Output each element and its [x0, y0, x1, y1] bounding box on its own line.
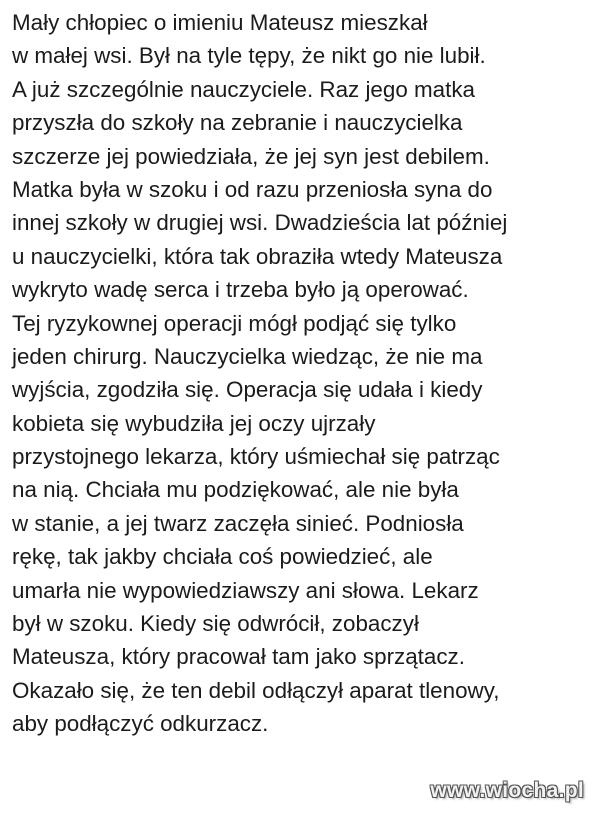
story-line: jeden chirurg. Nauczycielka wiedząc, że nie ma: [12, 343, 483, 369]
story-line: przyszła do szkoły na zebranie i nauczycielka: [12, 110, 463, 136]
story-line: wykryto wadę serca i trzeba było ją operować.: [12, 277, 469, 303]
story-line: w małej wsi. Był na tyle tępy, że nikt go nie lubił.: [12, 43, 486, 69]
story-line: A już szczególnie nauczyciele. Raz jego matka: [12, 76, 475, 102]
story-line: w stanie, a jej twarz zaczęła sinieć. Podniosła: [12, 510, 464, 536]
story-line: był w szoku. Kiedy się odwrócił, zobaczył: [12, 611, 419, 637]
story-line: Mateusza, który pracował tam jako sprzątacz.: [12, 644, 465, 670]
story-line: innej szkoły w drugiej wsi. Dwadzieścia lat później: [12, 210, 508, 236]
story-line: Okazało się, że ten debil odłączył aparat tlenowy,: [12, 677, 500, 703]
story-line: na nią. Chciała mu podziękować, ale nie była: [12, 477, 459, 503]
story-line: wyjścia, zgodziła się. Operacja się udała i kiedy: [12, 377, 483, 403]
story-line: szczerze jej powiedziała, że jej syn jest debilem.: [12, 143, 490, 169]
story-line: Matka była w szoku i od razu przeniosła syna do: [12, 176, 493, 202]
story-line: kobieta się wybudziła jej oczy ujrzały: [12, 410, 376, 436]
story-line: u nauczycielki, która tak obraziła wtedy Mateusza: [12, 243, 503, 269]
story-line: przystojnego lekarza, który uśmiechał się patrząc: [12, 444, 500, 470]
story-line: Mały chłopiec o imieniu Mateusz mieszkał: [12, 10, 428, 35]
story-line: aby podłączyć odkurzacz.: [12, 711, 269, 737]
story-text: [12, 6, 597, 741]
story-line: Tej ryzykownej operacji mógł podjąć się tylko: [12, 310, 457, 336]
story-line: umarła nie wypowiedziawszy ani słowa. Lekarz: [12, 577, 479, 603]
story-line: rękę, tak jakby chciała coś powiedzieć, ale: [12, 544, 433, 570]
watermark-logo: www.wiocha.pl: [430, 779, 584, 802]
